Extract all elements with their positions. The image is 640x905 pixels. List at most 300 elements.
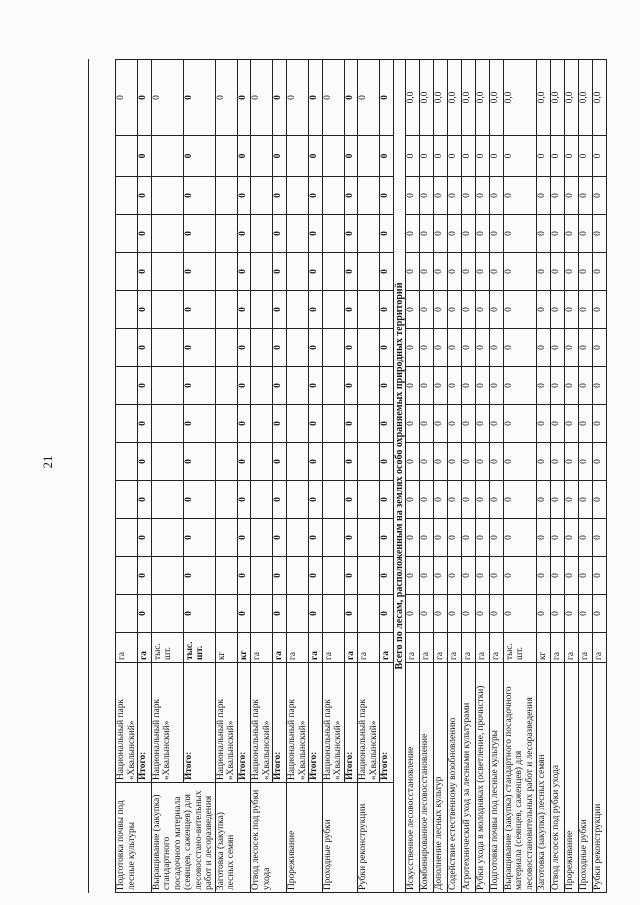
value-cell bbox=[322, 481, 344, 519]
value-cell: 0 bbox=[592, 291, 606, 329]
value-cell: 0 bbox=[578, 177, 592, 215]
value-cell: 0 bbox=[433, 595, 447, 633]
value-cell: 0 bbox=[183, 519, 215, 557]
value-cell: 0 bbox=[578, 557, 592, 595]
value-cell: 0 bbox=[592, 367, 606, 405]
value-cell: 0 bbox=[273, 595, 287, 633]
value-cell: 0 bbox=[138, 253, 152, 291]
value-cell: 0 bbox=[447, 291, 461, 329]
value-cell: 0 bbox=[344, 595, 358, 633]
value-cell: 0 bbox=[273, 519, 287, 557]
table-body bbox=[116, 60, 607, 893]
unit-cell: га bbox=[116, 633, 138, 663]
table-row bbox=[322, 60, 344, 893]
table-row bbox=[358, 60, 380, 893]
value-cell: 0 bbox=[503, 481, 536, 519]
value-cell: 0 bbox=[138, 329, 152, 367]
value-cell: 0 bbox=[237, 405, 251, 443]
value-cell: 0 bbox=[550, 519, 564, 557]
value-cell: 0 bbox=[405, 177, 419, 215]
value-cell: 0 bbox=[564, 595, 578, 633]
value-cell: 0 bbox=[550, 595, 564, 633]
value-cell bbox=[251, 557, 273, 595]
value-cell: 0 bbox=[237, 291, 251, 329]
unit-cell: тыс. шт. bbox=[151, 633, 183, 663]
value-cell: 0 bbox=[183, 595, 215, 633]
value-cell: 0 bbox=[183, 367, 215, 405]
value-cell: 0 bbox=[138, 519, 152, 557]
value-cell: 0 bbox=[578, 253, 592, 291]
value-cell: 0 bbox=[286, 60, 308, 136]
summary-row bbox=[536, 60, 550, 893]
value-cell: 0 bbox=[447, 405, 461, 443]
value-cell bbox=[358, 595, 380, 633]
value-cell: 0 bbox=[405, 519, 419, 557]
value-cell: 0 bbox=[309, 329, 323, 367]
summary-label-cell: Выращивание (закупка) стандартного посадочного материала (сеянцев, саженцев) для лесовосстановительных работ и лесоразведения bbox=[503, 663, 536, 893]
value-cell: 0 bbox=[419, 595, 433, 633]
value-cell bbox=[251, 291, 273, 329]
value-cell: 0,0 bbox=[433, 60, 447, 136]
value-cell bbox=[116, 557, 138, 595]
value-cell: 0 bbox=[322, 60, 344, 136]
section-header-row bbox=[393, 60, 405, 893]
organization-cell: Итого: bbox=[344, 663, 358, 783]
value-cell bbox=[286, 177, 308, 215]
value-cell: 0 bbox=[592, 177, 606, 215]
value-cell: 0 bbox=[344, 253, 358, 291]
value-cell: 0 bbox=[183, 557, 215, 595]
organization-cell: Национальный парк «Хвалынский» bbox=[116, 663, 138, 783]
value-cell: 0 bbox=[592, 136, 606, 177]
value-cell: 0 bbox=[447, 253, 461, 291]
value-cell: 0 bbox=[309, 557, 323, 595]
value-cell bbox=[358, 329, 380, 367]
rotated-table-page bbox=[88, 59, 604, 893]
unit-cell: кг bbox=[536, 633, 550, 663]
value-cell: 0 bbox=[564, 443, 578, 481]
value-cell: 0 bbox=[237, 367, 251, 405]
value-cell: 0 bbox=[564, 215, 578, 253]
value-cell: 0 bbox=[550, 405, 564, 443]
value-cell: 0 bbox=[344, 177, 358, 215]
value-cell: 0 bbox=[183, 481, 215, 519]
value-cell bbox=[322, 557, 344, 595]
page-number: 21 bbox=[40, 455, 55, 469]
value-cell: 0 bbox=[380, 60, 394, 136]
value-cell: 0,0 bbox=[536, 60, 550, 136]
value-cell: 0 bbox=[475, 177, 489, 215]
activity-cell: Проходные рубки bbox=[322, 783, 358, 893]
value-cell bbox=[251, 595, 273, 633]
table-row bbox=[251, 60, 273, 893]
value-cell: 0,0 bbox=[503, 60, 536, 136]
summary-label-cell: Агротехнический уход за лесными культурами bbox=[461, 663, 475, 893]
value-cell bbox=[286, 367, 308, 405]
value-cell bbox=[286, 329, 308, 367]
value-cell: 0 bbox=[475, 253, 489, 291]
value-cell bbox=[251, 443, 273, 481]
forestry-activities-table bbox=[115, 59, 607, 893]
value-cell: 0 bbox=[358, 60, 380, 136]
value-cell: 0 bbox=[461, 136, 475, 177]
value-cell bbox=[151, 367, 183, 405]
unit-cell: га bbox=[475, 633, 489, 663]
value-cell: 0 bbox=[578, 136, 592, 177]
table-row bbox=[286, 60, 308, 893]
value-cell bbox=[358, 481, 380, 519]
value-cell: 0 bbox=[309, 177, 323, 215]
table-row bbox=[273, 60, 287, 893]
value-cell bbox=[116, 367, 138, 405]
value-cell: 0 bbox=[461, 557, 475, 595]
value-cell: 0 bbox=[183, 253, 215, 291]
value-cell: 0 bbox=[489, 443, 503, 481]
value-cell: 0 bbox=[419, 215, 433, 253]
unit-cell: га bbox=[380, 633, 394, 663]
value-cell: 0 bbox=[550, 481, 564, 519]
value-cell bbox=[322, 367, 344, 405]
value-cell: 0 bbox=[550, 443, 564, 481]
value-cell: 0 bbox=[503, 136, 536, 177]
value-cell bbox=[286, 481, 308, 519]
value-cell: 0,0 bbox=[475, 60, 489, 136]
unit-cell: га bbox=[309, 633, 323, 663]
value-cell bbox=[322, 253, 344, 291]
value-cell: 0 bbox=[237, 443, 251, 481]
value-cell: 0 bbox=[273, 215, 287, 253]
organization-cell: Итого: bbox=[237, 663, 251, 783]
value-cell: 0 bbox=[419, 329, 433, 367]
value-cell: 0 bbox=[237, 177, 251, 215]
value-cell: 0 bbox=[503, 367, 536, 405]
value-cell: 0 bbox=[503, 405, 536, 443]
value-cell: 0 bbox=[419, 367, 433, 405]
value-cell: 0 bbox=[475, 519, 489, 557]
value-cell: 0 bbox=[503, 443, 536, 481]
value-cell: 0 bbox=[380, 177, 394, 215]
value-cell: 0 bbox=[273, 405, 287, 443]
value-cell: 0 bbox=[419, 557, 433, 595]
summary-row bbox=[447, 60, 461, 893]
value-cell: 0 bbox=[237, 557, 251, 595]
summary-label-cell: Проходные рубки bbox=[578, 663, 592, 893]
value-cell bbox=[116, 329, 138, 367]
value-cell bbox=[251, 253, 273, 291]
summary-label-cell: Содействие естественному возобновлению bbox=[447, 663, 461, 893]
value-cell: 0 bbox=[536, 443, 550, 481]
value-cell: 0 bbox=[536, 291, 550, 329]
value-cell: 0 bbox=[564, 519, 578, 557]
value-cell bbox=[151, 291, 183, 329]
value-cell: 0 bbox=[475, 329, 489, 367]
value-cell: 0 bbox=[151, 60, 183, 136]
value-cell: 0 bbox=[592, 405, 606, 443]
summary-row bbox=[461, 60, 475, 893]
value-cell: 0 bbox=[503, 329, 536, 367]
value-cell: 0 bbox=[536, 557, 550, 595]
value-cell: 0 bbox=[489, 481, 503, 519]
value-cell: 0 bbox=[183, 291, 215, 329]
value-cell bbox=[116, 519, 138, 557]
value-cell: 0 bbox=[309, 443, 323, 481]
table-row bbox=[380, 60, 394, 893]
value-cell: 0 bbox=[592, 443, 606, 481]
value-cell: 0 bbox=[183, 405, 215, 443]
rotated-table-container bbox=[88, 59, 604, 893]
value-cell: 0 bbox=[564, 177, 578, 215]
value-cell: 0 bbox=[433, 557, 447, 595]
table-row bbox=[309, 60, 323, 893]
value-cell: 0 bbox=[578, 443, 592, 481]
table-row bbox=[151, 60, 183, 893]
value-cell: 0 bbox=[405, 367, 419, 405]
value-cell: 0,0 bbox=[550, 60, 564, 136]
value-cell: 0 bbox=[550, 215, 564, 253]
value-cell: 0 bbox=[489, 253, 503, 291]
value-cell: 0 bbox=[550, 136, 564, 177]
summary-row bbox=[405, 60, 419, 893]
value-cell: 0 bbox=[503, 177, 536, 215]
value-cell: 0 bbox=[461, 481, 475, 519]
summary-row bbox=[592, 60, 606, 893]
value-cell bbox=[151, 519, 183, 557]
value-cell: 0 bbox=[183, 136, 215, 177]
value-cell bbox=[322, 595, 344, 633]
value-cell: 0 bbox=[433, 519, 447, 557]
value-cell: 0 bbox=[419, 136, 433, 177]
value-cell: 0 bbox=[447, 177, 461, 215]
unit-cell: га bbox=[564, 633, 578, 663]
value-cell: 0 bbox=[592, 595, 606, 633]
summary-row bbox=[433, 60, 447, 893]
value-cell: 0 bbox=[592, 329, 606, 367]
organization-cell: Итого: bbox=[380, 663, 394, 783]
value-cell: 0 bbox=[489, 291, 503, 329]
value-cell bbox=[215, 557, 237, 595]
value-cell bbox=[286, 253, 308, 291]
value-cell: 0 bbox=[380, 405, 394, 443]
value-cell: 0 bbox=[564, 253, 578, 291]
value-cell: 0 bbox=[475, 291, 489, 329]
value-cell: 0 bbox=[237, 215, 251, 253]
value-cell: 0 bbox=[503, 253, 536, 291]
unit-cell: кг bbox=[215, 633, 237, 663]
unit-cell: га bbox=[251, 633, 273, 663]
value-cell: 0 bbox=[380, 253, 394, 291]
value-cell bbox=[251, 136, 273, 177]
value-cell: 0,0 bbox=[405, 60, 419, 136]
value-cell bbox=[322, 519, 344, 557]
value-cell: 0 bbox=[447, 136, 461, 177]
value-cell: 0 bbox=[273, 136, 287, 177]
value-cell: 0 bbox=[550, 291, 564, 329]
value-cell: 0 bbox=[564, 329, 578, 367]
value-cell bbox=[116, 405, 138, 443]
value-cell: 0 bbox=[536, 136, 550, 177]
value-cell bbox=[151, 595, 183, 633]
value-cell: 0 bbox=[564, 291, 578, 329]
value-cell bbox=[116, 291, 138, 329]
value-cell: 0 bbox=[433, 253, 447, 291]
value-cell bbox=[151, 443, 183, 481]
value-cell: 0 bbox=[578, 329, 592, 367]
value-cell: 0 bbox=[433, 215, 447, 253]
value-cell: 0 bbox=[503, 215, 536, 253]
value-cell bbox=[322, 405, 344, 443]
unit-cell: га bbox=[447, 633, 461, 663]
value-cell bbox=[286, 443, 308, 481]
unit-cell: га bbox=[405, 633, 419, 663]
value-cell: 0 bbox=[237, 329, 251, 367]
value-cell: 0 bbox=[138, 367, 152, 405]
value-cell bbox=[215, 405, 237, 443]
value-cell: 0 bbox=[138, 595, 152, 633]
value-cell: 0 bbox=[578, 519, 592, 557]
value-cell: 0 bbox=[405, 215, 419, 253]
value-cell: 0 bbox=[503, 557, 536, 595]
value-cell: 0 bbox=[461, 405, 475, 443]
value-cell bbox=[322, 177, 344, 215]
value-cell: 0 bbox=[489, 136, 503, 177]
value-cell: 0 bbox=[433, 367, 447, 405]
value-cell: 0 bbox=[309, 481, 323, 519]
value-cell: 0 bbox=[237, 60, 251, 136]
value-cell: 0 bbox=[489, 329, 503, 367]
value-cell bbox=[215, 595, 237, 633]
unit-cell: га bbox=[433, 633, 447, 663]
value-cell bbox=[151, 405, 183, 443]
value-cell: 0 bbox=[550, 177, 564, 215]
unit-cell: га bbox=[461, 633, 475, 663]
value-cell: 0 bbox=[273, 291, 287, 329]
summary-label-cell: Отвод лесосек под рубки ухода bbox=[550, 663, 564, 893]
value-cell: 0 bbox=[578, 291, 592, 329]
value-cell: 0 bbox=[503, 595, 536, 633]
value-cell: 0 bbox=[447, 329, 461, 367]
value-cell: 0 bbox=[138, 557, 152, 595]
value-cell: 0 bbox=[564, 136, 578, 177]
value-cell: 0 bbox=[475, 481, 489, 519]
value-cell: 0 bbox=[138, 136, 152, 177]
organization-cell: Национальный парк «Хвалынский» bbox=[251, 663, 273, 783]
value-cell: 0 bbox=[447, 215, 461, 253]
value-cell: 0 bbox=[344, 136, 358, 177]
value-cell: 0 bbox=[344, 367, 358, 405]
value-cell: 0 bbox=[419, 443, 433, 481]
unit-cell: га bbox=[344, 633, 358, 663]
value-cell: 0 bbox=[380, 519, 394, 557]
value-cell: 0,0 bbox=[419, 60, 433, 136]
organization-cell: Национальный парк «Хвалынский» bbox=[286, 663, 308, 783]
value-cell: 0 bbox=[564, 367, 578, 405]
value-cell: 0 bbox=[489, 557, 503, 595]
value-cell: 0 bbox=[564, 481, 578, 519]
value-cell: 0 bbox=[405, 136, 419, 177]
value-cell bbox=[358, 291, 380, 329]
unit-cell: тыс. шт. bbox=[183, 633, 215, 663]
value-cell: 0 bbox=[405, 557, 419, 595]
value-cell: 0 bbox=[475, 443, 489, 481]
summary-row bbox=[564, 60, 578, 893]
value-cell bbox=[322, 291, 344, 329]
unit-cell: га bbox=[286, 633, 308, 663]
value-cell bbox=[151, 253, 183, 291]
value-cell: 0 bbox=[273, 557, 287, 595]
value-cell: 0 bbox=[447, 367, 461, 405]
value-cell: 0 bbox=[405, 595, 419, 633]
table-top-edge bbox=[88, 59, 115, 893]
value-cell: 0 bbox=[344, 557, 358, 595]
value-cell: 0 bbox=[536, 595, 550, 633]
value-cell bbox=[215, 177, 237, 215]
value-cell: 0 bbox=[138, 291, 152, 329]
value-cell: 0 bbox=[273, 253, 287, 291]
value-cell: 0 bbox=[447, 443, 461, 481]
value-cell: 0 bbox=[536, 215, 550, 253]
value-cell: 0 bbox=[536, 519, 550, 557]
table-row bbox=[237, 60, 251, 893]
value-cell: 0 bbox=[344, 519, 358, 557]
value-cell bbox=[251, 177, 273, 215]
value-cell: 0 bbox=[578, 215, 592, 253]
value-cell: 0 bbox=[433, 481, 447, 519]
value-cell: 0,0 bbox=[592, 60, 606, 136]
value-cell: 0 bbox=[447, 519, 461, 557]
value-cell: 0 bbox=[380, 443, 394, 481]
value-cell: 0 bbox=[578, 405, 592, 443]
value-cell: 0 bbox=[489, 367, 503, 405]
value-cell: 0 bbox=[592, 253, 606, 291]
value-cell: 0 bbox=[344, 443, 358, 481]
value-cell: 0 bbox=[405, 329, 419, 367]
value-cell: 0 bbox=[380, 329, 394, 367]
value-cell bbox=[322, 443, 344, 481]
value-cell bbox=[215, 519, 237, 557]
value-cell: 0 bbox=[461, 519, 475, 557]
value-cell: 0 bbox=[183, 443, 215, 481]
value-cell bbox=[251, 215, 273, 253]
value-cell: 0 bbox=[475, 367, 489, 405]
value-cell bbox=[151, 177, 183, 215]
value-cell bbox=[358, 519, 380, 557]
value-cell: 0 bbox=[138, 215, 152, 253]
value-cell bbox=[322, 329, 344, 367]
value-cell bbox=[358, 557, 380, 595]
value-cell: 0 bbox=[447, 557, 461, 595]
value-cell: 0 bbox=[138, 443, 152, 481]
value-cell bbox=[116, 177, 138, 215]
value-cell: 0 bbox=[273, 481, 287, 519]
activity-cell: Рубки реконструкции bbox=[358, 783, 394, 893]
value-cell: 0 bbox=[237, 136, 251, 177]
value-cell: 0 bbox=[592, 519, 606, 557]
unit-cell: кг bbox=[237, 633, 251, 663]
value-cell: 0,0 bbox=[564, 60, 578, 136]
value-cell bbox=[251, 329, 273, 367]
value-cell: 0 bbox=[380, 557, 394, 595]
table-row bbox=[183, 60, 215, 893]
organization-cell: Итого: bbox=[309, 663, 323, 783]
value-cell: 0 bbox=[433, 405, 447, 443]
summary-row bbox=[503, 60, 536, 893]
value-cell: 0 bbox=[138, 60, 152, 136]
value-cell: 0 bbox=[550, 367, 564, 405]
value-cell: 0 bbox=[419, 253, 433, 291]
value-cell bbox=[151, 481, 183, 519]
summary-label-cell: Прореживание bbox=[564, 663, 578, 893]
value-cell: 0 bbox=[489, 519, 503, 557]
